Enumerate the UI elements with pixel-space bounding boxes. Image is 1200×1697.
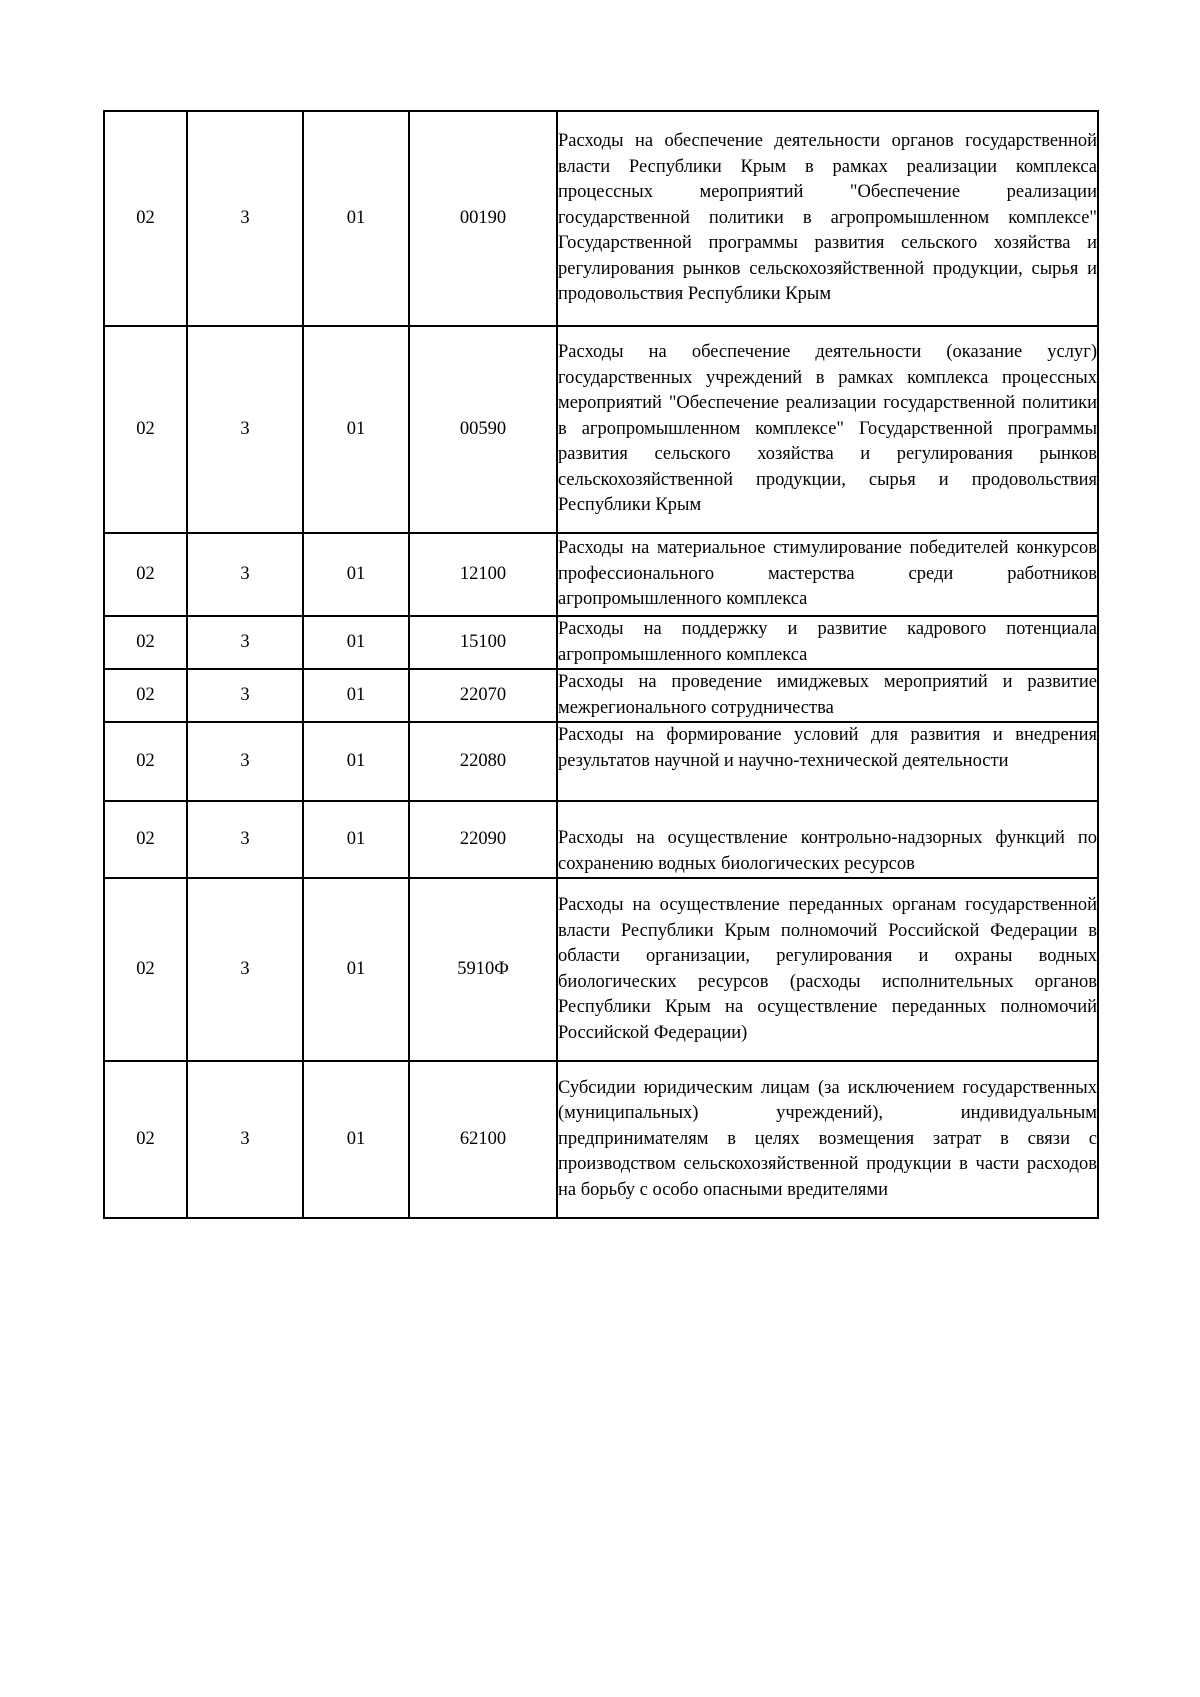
- description-cell: Субсидии юридическим лицам (за исключением государственных (муниципальных) учреждений), индивидуальным предпринимателям в целях возмещения затрат в связи с производством сельскохозяйственной продукции в части расходов на борьбу с особо опасными вредителями: [557, 1061, 1098, 1218]
- complex-code-cell: 01: [303, 722, 409, 801]
- description-cell: Расходы на формирование условий для развития и внедрения результатов научной и научно-технической деятельности: [557, 722, 1098, 801]
- budget-codes-table: [103, 110, 1099, 1219]
- subprogram-code-cell: 3: [187, 722, 303, 801]
- complex-code-cell: 01: [303, 669, 409, 722]
- direction-code-cell: 22080: [409, 722, 557, 801]
- complex-code-cell: 01: [303, 533, 409, 616]
- subprogram-code-cell: 3: [187, 1061, 303, 1218]
- program-code-cell: 02: [104, 1061, 187, 1218]
- subprogram-code-cell: 3: [187, 801, 303, 878]
- direction-code-cell: 12100: [409, 533, 557, 616]
- program-code-cell: 02: [104, 533, 187, 616]
- subprogram-code-cell: 3: [187, 326, 303, 533]
- description-cell: Расходы на обеспечение деятельности органов государственной власти Республики Крым в рамках реализации комплекса процессных мероприятий "Обеспечение реализации государственной политики в агропромышленном комплексе" Государственной программы развития сельского хозяйства и регулирования рынков сельскохозяйственной продукции, сырья и продовольствия Республики Крым: [557, 111, 1098, 326]
- complex-code-cell: 01: [303, 326, 409, 533]
- program-code-cell: 02: [104, 616, 187, 669]
- subprogram-code-cell: 3: [187, 111, 303, 326]
- complex-code-cell: 01: [303, 801, 409, 878]
- complex-code-cell: 01: [303, 878, 409, 1061]
- table-row: [104, 1061, 1098, 1218]
- table-row: [104, 801, 1098, 878]
- program-code-cell: 02: [104, 878, 187, 1061]
- subprogram-code-cell: 3: [187, 616, 303, 669]
- description-cell: Расходы на осуществление переданных органам государственной власти Республики Крым полномочий Российской Федерации в области организации, регулирования и охраны водных биологических ресурсов (расходы исполнительных органов Республики Крым на осуществление переданных полномочий Российской Федерации): [557, 878, 1098, 1061]
- subprogram-code-cell: 3: [187, 669, 303, 722]
- description-cell: Расходы на осуществление контрольно-надзорных функций по сохранению водных биологических ресурсов: [557, 801, 1098, 878]
- table-row: [104, 533, 1098, 616]
- complex-code-cell: 01: [303, 1061, 409, 1218]
- program-code-cell: 02: [104, 669, 187, 722]
- complex-code-cell: 01: [303, 111, 409, 326]
- subprogram-code-cell: 3: [187, 533, 303, 616]
- direction-code-cell: 00590: [409, 326, 557, 533]
- description-cell: Расходы на обеспечение деятельности (оказание услуг) государственных учреждений в рамках комплекса процессных мероприятий "Обеспечение реализации государственной политики в агропромышленном комплексе" Государственной программы развития сельского хозяйства и регулирования рынков сельскохозяйственной продукции, сырья и продовольствия Республики Крым: [557, 326, 1098, 533]
- direction-code-cell: 22090: [409, 801, 557, 878]
- program-code-cell: 02: [104, 801, 187, 878]
- program-code-cell: 02: [104, 111, 187, 326]
- table-row: [104, 722, 1098, 801]
- table-row: [104, 878, 1098, 1061]
- direction-code-cell: 62100: [409, 1061, 557, 1218]
- direction-code-cell: 5910Ф: [409, 878, 557, 1061]
- subprogram-code-cell: 3: [187, 878, 303, 1061]
- table-row: [104, 669, 1098, 722]
- program-code-cell: 02: [104, 722, 187, 801]
- direction-code-cell: 00190: [409, 111, 557, 326]
- table-row: [104, 616, 1098, 669]
- direction-code-cell: 15100: [409, 616, 557, 669]
- description-cell: Расходы на поддержку и развитие кадрового потенциала агропромышленного комплекса: [557, 616, 1098, 669]
- description-cell: Расходы на проведение имиджевых мероприятий и развитие межрегионального сотрудничества: [557, 669, 1098, 722]
- table-row: [104, 326, 1098, 533]
- program-code-cell: 02: [104, 326, 187, 533]
- complex-code-cell: 01: [303, 616, 409, 669]
- table-row: [104, 111, 1098, 326]
- direction-code-cell: 22070: [409, 669, 557, 722]
- description-cell: Расходы на материальное стимулирование победителей конкурсов профессионального мастерства среди работников агропромышленного комплекса: [557, 533, 1098, 616]
